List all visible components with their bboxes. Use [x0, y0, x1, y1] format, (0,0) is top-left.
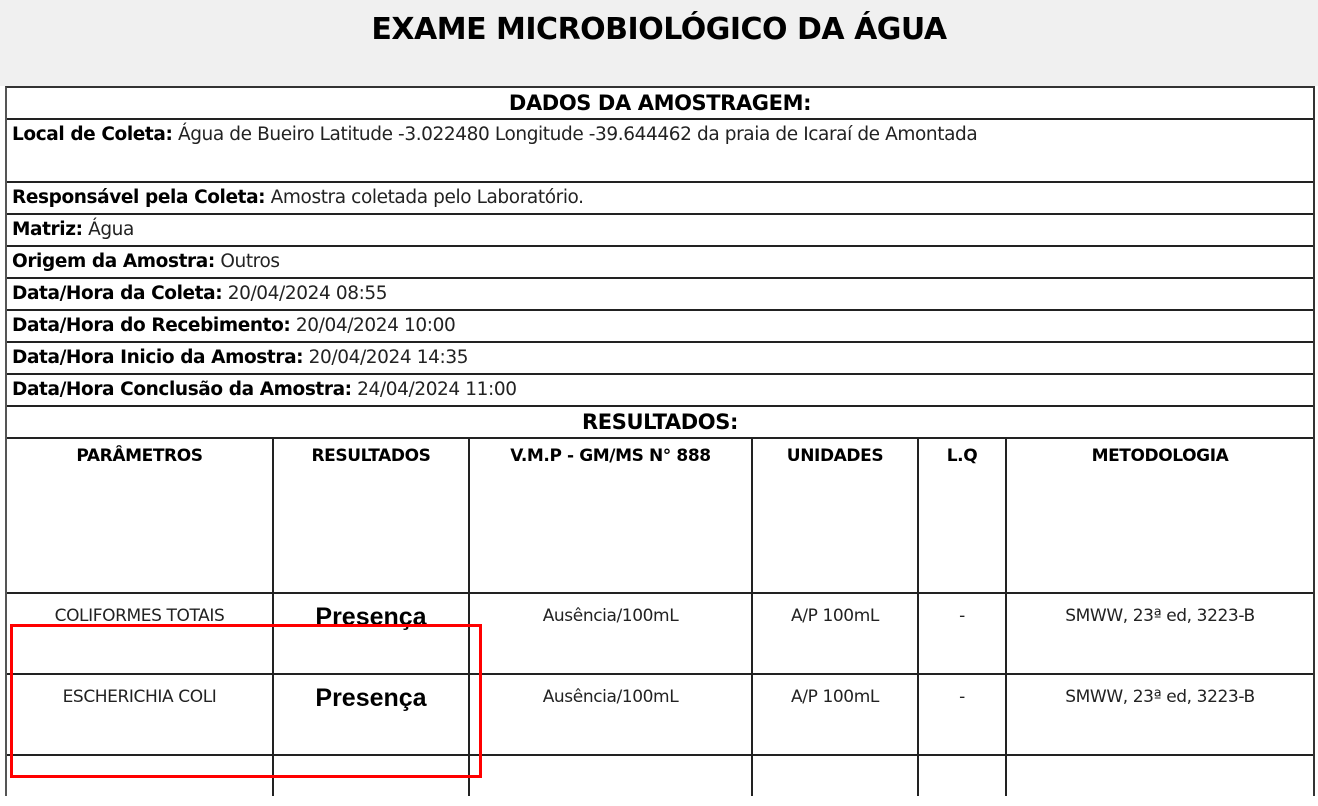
- field-label: Origem da Amostra:: [12, 251, 215, 272]
- sampling-heading: DADOS DA AMOSTRAGEM:: [7, 88, 1313, 120]
- field-data-conclusao: [7, 375, 1313, 407]
- cell-parameter: ESCHERICHIA COLI: [7, 675, 274, 754]
- cell-vmp: Ausência/100mL: [470, 675, 753, 754]
- field-label: Data/Hora do Recebimento:: [12, 315, 291, 336]
- field-value: Outros: [220, 251, 280, 272]
- field-local-coleta: [7, 120, 1313, 183]
- cell-unit: A/P 100mL: [753, 675, 919, 754]
- report-title: EXAME MICROBIOLÓGICO DA ÁGUA: [371, 12, 947, 47]
- field-data-inicio: [7, 343, 1313, 375]
- column-header-parametros: PARÂMETROS: [7, 439, 274, 592]
- table-row: [7, 675, 1313, 756]
- column-header-lq: L.Q: [919, 439, 1007, 592]
- empty-cell: [274, 756, 470, 796]
- field-value: 20/04/2024 08:55: [227, 283, 388, 304]
- table-row: [7, 594, 1313, 675]
- field-value: Água: [88, 219, 134, 240]
- empty-cell: [919, 756, 1007, 796]
- field-label: Data/Hora Conclusão da Amostra:: [12, 379, 352, 400]
- empty-cell: [753, 756, 919, 796]
- cell-unit: A/P 100mL: [753, 594, 919, 673]
- report-sheet: [5, 86, 1315, 796]
- field-label: Responsável pela Coleta:: [12, 187, 266, 208]
- cell-lq: -: [919, 594, 1007, 673]
- cell-vmp: Ausência/100mL: [470, 594, 753, 673]
- empty-cell: [470, 756, 753, 796]
- column-header-resultados: RESULTADOS: [274, 439, 470, 592]
- field-label: Data/Hora Inicio da Amostra:: [12, 347, 304, 368]
- field-value: 20/04/2024 10:00: [295, 315, 456, 336]
- field-data-coleta: [7, 279, 1313, 311]
- cell-method: SMWW, 23ª ed, 3223-B: [1065, 687, 1255, 707]
- field-data-recebimento: [7, 311, 1313, 343]
- results-table: [7, 439, 1313, 796]
- results-heading: RESULTADOS:: [7, 407, 1313, 439]
- field-label: Local de Coleta:: [12, 124, 173, 145]
- field-value: 24/04/2024 11:00: [357, 379, 517, 400]
- field-label: Matriz:: [12, 219, 83, 240]
- column-header-metodologia: METODOLOGIA: [1091, 446, 1229, 466]
- field-value: Água de Bueiro Latitude -3.022480 Longitude -39.644462 da praia de Icaraí de Amontada: [177, 124, 978, 145]
- empty-cell: [7, 756, 274, 796]
- field-value: Amostra coletada pelo Laboratório.: [270, 187, 584, 208]
- cell-lq: -: [919, 675, 1007, 754]
- field-label: Data/Hora da Coleta:: [12, 283, 223, 304]
- column-header-unidades: UNIDADES: [753, 439, 919, 592]
- column-header-vmp: V.M.P - GM/MS N° 888: [470, 439, 753, 592]
- cell-parameter: COLIFORMES TOTAIS: [7, 594, 274, 673]
- cell-result: Presença: [274, 675, 470, 754]
- field-origem: [7, 247, 1313, 279]
- title-band: [0, 0, 1318, 86]
- cell-result: Presença: [274, 594, 470, 673]
- results-table-header: [7, 439, 1313, 594]
- field-responsavel: [7, 183, 1313, 215]
- empty-cell: [1007, 756, 1313, 796]
- field-value: 20/04/2024 14:35: [308, 347, 469, 368]
- field-matriz: [7, 215, 1313, 247]
- cell-method: SMWW, 23ª ed, 3223-B: [1065, 606, 1255, 626]
- table-row-partial: [7, 756, 1313, 796]
